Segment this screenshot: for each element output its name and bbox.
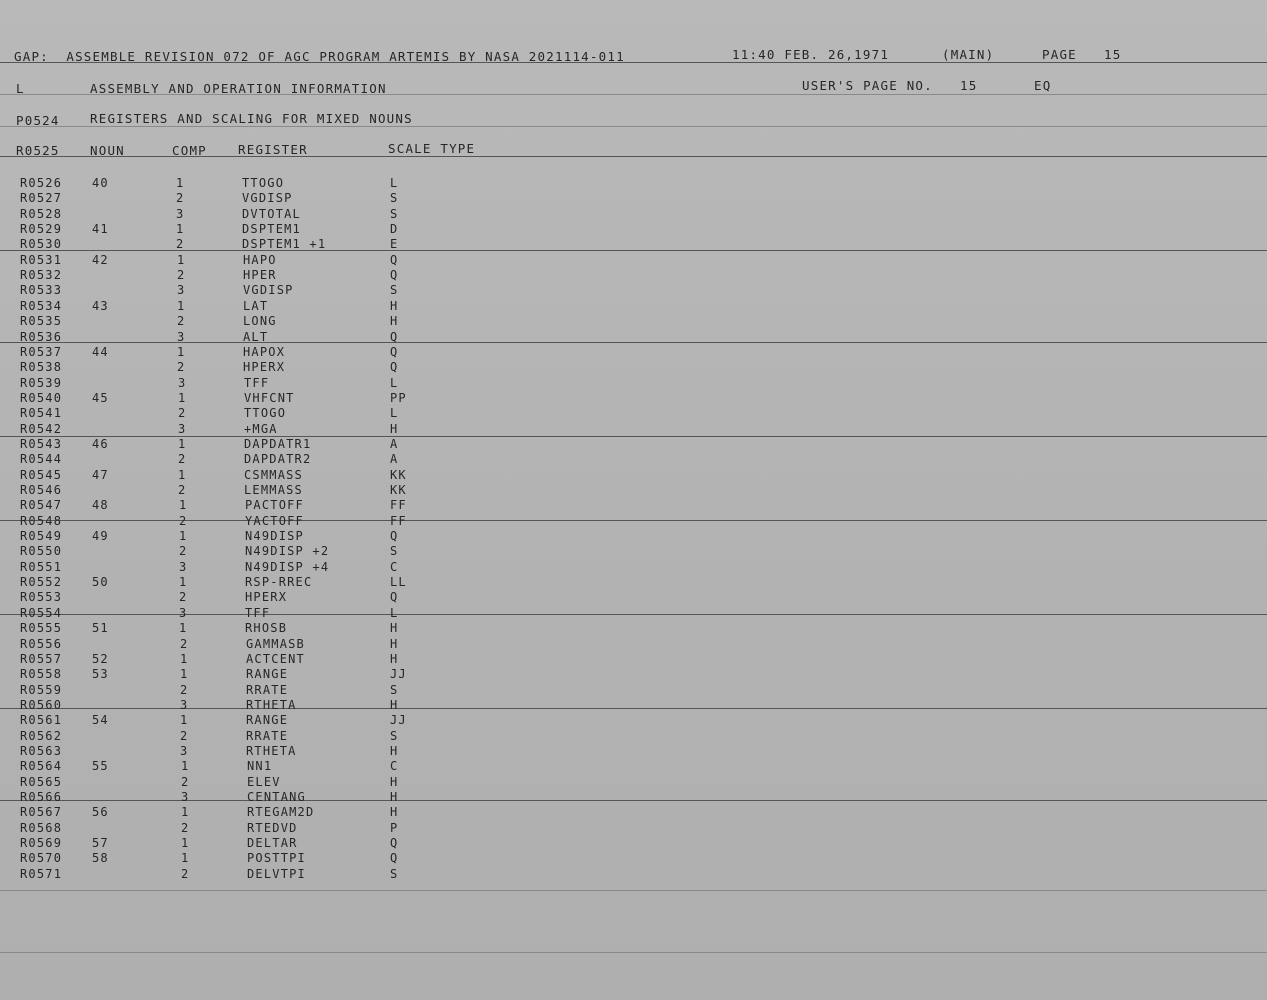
row-scale-type: S	[390, 206, 399, 221]
row-comp: 1	[177, 252, 186, 267]
row-comp: 1	[176, 176, 185, 190]
paper-rule	[0, 952, 1267, 953]
table-row	[0, 836, 1267, 851]
users-page-number: 15	[960, 78, 978, 93]
listing-timestamp: 11:40 FEB. 26,1971	[732, 47, 890, 62]
row-noun: 44	[92, 344, 109, 359]
row-comp: 2	[177, 314, 186, 329]
row-loc: R0556	[20, 636, 63, 651]
row-comp: 1	[181, 805, 190, 820]
row-loc: R0569	[20, 836, 63, 851]
row-scale-type: Q	[390, 360, 399, 375]
row-register: RANGE	[246, 713, 289, 728]
table-row	[0, 790, 1267, 805]
row-comp: 2	[181, 866, 190, 881]
row-register: RHOSB	[245, 621, 288, 636]
row-scale-type: H	[390, 421, 399, 436]
table-row	[0, 867, 1267, 882]
row-scale-type: H	[390, 697, 399, 712]
row-register: DVTOTAL	[242, 206, 301, 221]
row-noun: 57	[92, 836, 109, 851]
row-register: ACTCENT	[246, 651, 305, 666]
row-scale-type: D	[390, 222, 399, 237]
row-noun: 53	[92, 667, 109, 682]
row-register: POSTTPI	[247, 851, 306, 866]
table-row	[0, 667, 1267, 682]
row-loc: R0541	[20, 406, 63, 421]
row-register: RTHETA	[246, 697, 297, 712]
row-register: +MGA	[244, 421, 278, 436]
row-scale-type: H	[390, 621, 399, 636]
row-noun: 43	[92, 298, 109, 313]
row-loc: R0527	[20, 191, 63, 206]
row-register: LONG	[243, 314, 277, 329]
table-row	[0, 744, 1267, 759]
table-row	[0, 544, 1267, 559]
row-loc: R0553	[20, 590, 63, 605]
row-loc: R0535	[20, 314, 63, 329]
row-loc: R0533	[20, 283, 63, 298]
row-noun: 41	[92, 222, 109, 237]
table-row	[0, 237, 1267, 252]
table-row	[0, 330, 1267, 345]
row-register: TFF	[245, 605, 271, 620]
row-scale-type: Q	[390, 268, 399, 283]
row-comp: 2	[181, 774, 190, 789]
row-register: CENTANG	[247, 790, 306, 804]
row-register: DAPDATR1	[244, 436, 312, 451]
table-row	[0, 452, 1267, 467]
row-loc: R0567	[20, 805, 63, 820]
row-scale-type: L	[390, 605, 399, 620]
row-comp: 1	[181, 759, 190, 774]
row-comp: 2	[176, 191, 185, 206]
row-comp: 1	[180, 713, 189, 728]
table-row	[0, 253, 1267, 268]
row-scale-type: S	[390, 544, 399, 559]
row-comp: 1	[181, 851, 190, 866]
table-row	[0, 821, 1267, 836]
row-loc: R0564	[20, 759, 63, 774]
row-register: ALT	[243, 329, 269, 344]
table-row	[0, 683, 1267, 698]
row-scale-type: H	[390, 790, 399, 804]
row-register: YACTOFF	[245, 513, 304, 528]
table-row	[0, 207, 1267, 222]
table-row	[0, 299, 1267, 314]
table-row	[0, 514, 1267, 529]
table-row	[0, 560, 1267, 575]
row-register: HPER	[243, 268, 277, 283]
table-row	[0, 191, 1267, 206]
row-scale-type: JJ	[390, 713, 407, 728]
row-comp: 2	[179, 513, 188, 528]
row-comp: 2	[181, 820, 190, 835]
table-row	[0, 283, 1267, 298]
subheader-marker: L	[16, 81, 25, 96]
table-row	[0, 176, 1267, 191]
row-comp: 1	[178, 467, 187, 482]
table-row	[0, 391, 1267, 406]
row-register: DSPTEM1 +1	[242, 237, 327, 252]
row-scale-type: C	[390, 559, 399, 574]
table-row	[0, 606, 1267, 621]
row-comp: 1	[179, 498, 188, 513]
row-comp: 2	[178, 483, 187, 497]
row-scale-type: KK	[390, 483, 407, 497]
row-scale-type: KK	[390, 467, 407, 482]
row-loc: R0526	[20, 176, 63, 190]
row-noun: 52	[92, 651, 109, 666]
row-register: VGDISP	[242, 191, 293, 206]
row-register: TTOGO	[244, 406, 287, 421]
paper-rule	[0, 126, 1267, 127]
table-row	[0, 360, 1267, 375]
row-comp: 1	[179, 575, 188, 590]
row-register: RTHETA	[246, 743, 297, 758]
row-scale-type: H	[390, 651, 399, 666]
row-loc: R0531	[20, 252, 63, 267]
row-scale-type: A	[390, 436, 399, 451]
row-register: DELVTPI	[247, 866, 306, 881]
row-comp: 3	[178, 421, 187, 436]
row-noun: 58	[92, 851, 109, 866]
row-scale-type: S	[390, 728, 399, 743]
row-loc: R0555	[20, 621, 63, 636]
table-row	[0, 805, 1267, 820]
row-loc: R0528	[20, 206, 63, 221]
row-loc: R0550	[20, 544, 63, 559]
row-scale-type: S	[390, 682, 399, 697]
table-row	[0, 268, 1267, 283]
column-header-noun: NOUN	[90, 143, 125, 158]
row-loc: R0571	[20, 866, 63, 881]
table-row	[0, 698, 1267, 713]
subheader-code: EQ	[1034, 78, 1052, 93]
row-loc: R0557	[20, 651, 63, 666]
row-scale-type: PP	[390, 390, 407, 405]
table-row	[0, 851, 1267, 866]
row-register: RRATE	[246, 728, 289, 743]
row-noun: 46	[92, 436, 109, 451]
row-comp: 3	[180, 743, 189, 758]
table-row	[0, 498, 1267, 513]
row-comp: 1	[180, 667, 189, 682]
row-scale-type: H	[390, 314, 399, 329]
row-scale-type: E	[390, 237, 399, 252]
row-loc: R0560	[20, 697, 63, 712]
row-comp: 3	[177, 329, 186, 344]
row-register: TTOGO	[242, 176, 285, 190]
row-scale-type: L	[390, 375, 399, 390]
row-register: HPERX	[245, 590, 288, 605]
row-register: VGDISP	[243, 283, 294, 298]
row-loc: R0565	[20, 774, 63, 789]
row-comp: 2	[180, 636, 189, 651]
table-row	[0, 222, 1267, 237]
row-scale-type: S	[390, 866, 399, 881]
row-scale-type: FF	[390, 498, 407, 513]
row-loc: R0547	[20, 498, 63, 513]
subheader-title: ASSEMBLY AND OPERATION INFORMATION	[90, 81, 387, 96]
row-register: RRATE	[246, 682, 289, 697]
row-register: VHFCNT	[244, 390, 295, 405]
users-page-label: USER'S PAGE NO.	[802, 78, 933, 93]
row-loc: R0538	[20, 360, 63, 375]
row-loc: R0568	[20, 820, 63, 835]
row-scale-type: FF	[390, 513, 407, 528]
table-row	[0, 483, 1267, 498]
column-header-scale-type: SCALE TYPE	[388, 141, 476, 156]
row-scale-type: LL	[390, 575, 407, 590]
table-row	[0, 529, 1267, 544]
row-noun: 47	[92, 467, 109, 482]
row-register: HAPOX	[243, 344, 286, 359]
row-comp: 2	[176, 237, 185, 252]
row-loc: R0552	[20, 575, 63, 590]
row-comp: 2	[179, 590, 188, 605]
row-loc: R0559	[20, 682, 63, 697]
row-scale-type: Q	[390, 590, 399, 605]
column-header-loc: R0525	[16, 143, 60, 158]
row-comp: 1	[178, 390, 187, 405]
row-comp: 1	[179, 529, 188, 544]
table-row	[0, 422, 1267, 437]
table-row	[0, 437, 1267, 452]
row-comp: 2	[178, 406, 187, 421]
row-scale-type: H	[390, 743, 399, 758]
row-loc: R0530	[20, 237, 63, 252]
row-scale-type: S	[390, 191, 399, 206]
row-comp: 3	[178, 375, 187, 390]
row-loc: R0545	[20, 467, 63, 482]
row-comp: 3	[179, 559, 188, 574]
row-register: NN1	[247, 759, 273, 774]
row-register: N49DISP	[245, 529, 304, 544]
table-row	[0, 468, 1267, 483]
row-register: CSMMASS	[244, 467, 303, 482]
row-scale-type: Q	[390, 529, 399, 544]
row-noun: 45	[92, 390, 109, 405]
row-comp: 2	[178, 452, 187, 467]
table-row	[0, 345, 1267, 360]
row-scale-type: H	[390, 298, 399, 313]
row-scale-type: H	[390, 774, 399, 789]
listing-section: (MAIN)	[942, 47, 995, 62]
row-comp: 3	[179, 605, 188, 620]
row-scale-type: Q	[390, 344, 399, 359]
table-row	[0, 637, 1267, 652]
paper-rule	[0, 890, 1267, 891]
row-loc: R0566	[20, 790, 63, 804]
row-loc: R0537	[20, 344, 63, 359]
row-loc: R0561	[20, 713, 63, 728]
section-loc: P0524	[16, 113, 60, 128]
row-comp: 2	[177, 360, 186, 375]
row-scale-type: L	[390, 176, 399, 190]
row-register: ELEV	[247, 774, 281, 789]
row-scale-type: L	[390, 406, 399, 421]
row-noun: 55	[92, 759, 109, 774]
table-row	[0, 652, 1267, 667]
row-loc: R0554	[20, 605, 63, 620]
row-loc: R0558	[20, 667, 63, 682]
row-scale-type: A	[390, 452, 399, 467]
row-comp: 2	[179, 544, 188, 559]
column-header-comp: COMP	[172, 143, 207, 158]
table-row	[0, 621, 1267, 636]
row-noun: 49	[92, 529, 109, 544]
row-scale-type: Q	[390, 252, 399, 267]
row-loc: R0529	[20, 222, 63, 237]
row-loc: R0532	[20, 268, 63, 283]
row-loc: R0563	[20, 743, 63, 758]
row-scale-type: Q	[390, 851, 399, 866]
row-noun: 54	[92, 713, 109, 728]
row-loc: R0562	[20, 728, 63, 743]
row-register: LEMMASS	[244, 483, 303, 497]
page-number: 15	[1104, 47, 1122, 62]
row-noun: 51	[92, 621, 109, 636]
table-row	[0, 314, 1267, 329]
row-comp: 3	[181, 790, 190, 804]
row-noun: 40	[92, 176, 109, 190]
row-loc: R0546	[20, 483, 63, 497]
row-comp: 1	[181, 836, 190, 851]
row-loc: R0549	[20, 529, 63, 544]
table-row	[0, 406, 1267, 421]
table-row	[0, 575, 1267, 590]
row-register: GAMMASB	[246, 636, 305, 651]
row-loc: R0548	[20, 513, 63, 528]
table-row	[0, 376, 1267, 391]
row-noun: 56	[92, 805, 109, 820]
row-register: RSP-RREC	[245, 575, 313, 590]
row-register: DELTAR	[247, 836, 298, 851]
row-comp: 1	[177, 298, 186, 313]
row-scale-type: H	[390, 636, 399, 651]
row-register: DAPDATR2	[244, 452, 312, 467]
row-scale-type: P	[390, 820, 399, 835]
row-register: RTEGAM2D	[247, 805, 315, 820]
table-row	[0, 759, 1267, 774]
listing-title: GAP: ASSEMBLE REVISION 072 OF AGC PROGRAM ARTEMIS BY NASA 2021114-011	[14, 49, 625, 64]
section-title: REGISTERS AND SCALING FOR MIXED NOUNS	[90, 111, 413, 126]
row-register: HPERX	[243, 360, 286, 375]
row-comp: 3	[177, 283, 186, 298]
row-comp: 1	[180, 651, 189, 666]
row-register: TFF	[244, 375, 270, 390]
row-register: DSPTEM1	[242, 222, 301, 237]
row-loc: R0570	[20, 851, 63, 866]
row-scale-type: H	[390, 805, 399, 820]
row-comp: 3	[180, 697, 189, 712]
row-comp: 2	[180, 682, 189, 697]
row-comp: 2	[180, 728, 189, 743]
table-row	[0, 729, 1267, 744]
row-noun: 48	[92, 498, 109, 513]
row-loc: R0551	[20, 559, 63, 574]
row-scale-type: JJ	[390, 667, 407, 682]
row-register: RANGE	[246, 667, 289, 682]
table-row	[0, 590, 1267, 605]
row-comp: 1	[178, 436, 187, 451]
row-comp: 1	[177, 344, 186, 359]
row-loc: R0536	[20, 329, 63, 344]
row-loc: R0539	[20, 375, 63, 390]
row-register: HAPO	[243, 252, 277, 267]
table-row	[0, 713, 1267, 728]
row-register: LAT	[243, 298, 269, 313]
row-scale-type: Q	[390, 329, 399, 344]
row-register: N49DISP +4	[245, 559, 330, 574]
row-loc: R0544	[20, 452, 63, 467]
row-loc: R0534	[20, 298, 63, 313]
row-scale-type: C	[390, 759, 399, 774]
page-label: PAGE	[1042, 47, 1077, 62]
row-scale-type: S	[390, 283, 399, 298]
row-noun: 50	[92, 575, 109, 590]
column-header-register: REGISTER	[238, 142, 308, 157]
row-loc: R0540	[20, 390, 63, 405]
row-register: RTEDVD	[247, 820, 298, 835]
row-comp: 1	[179, 621, 188, 636]
row-comp: 2	[177, 268, 186, 283]
row-register: PACTOFF	[245, 498, 304, 513]
row-register: N49DISP +2	[245, 544, 330, 559]
row-scale-type: Q	[390, 836, 399, 851]
row-loc: R0543	[20, 436, 63, 451]
row-comp: 3	[176, 206, 185, 221]
table-row	[0, 775, 1267, 790]
row-loc: R0542	[20, 421, 63, 436]
row-comp: 1	[176, 222, 185, 237]
row-noun: 42	[92, 252, 109, 267]
